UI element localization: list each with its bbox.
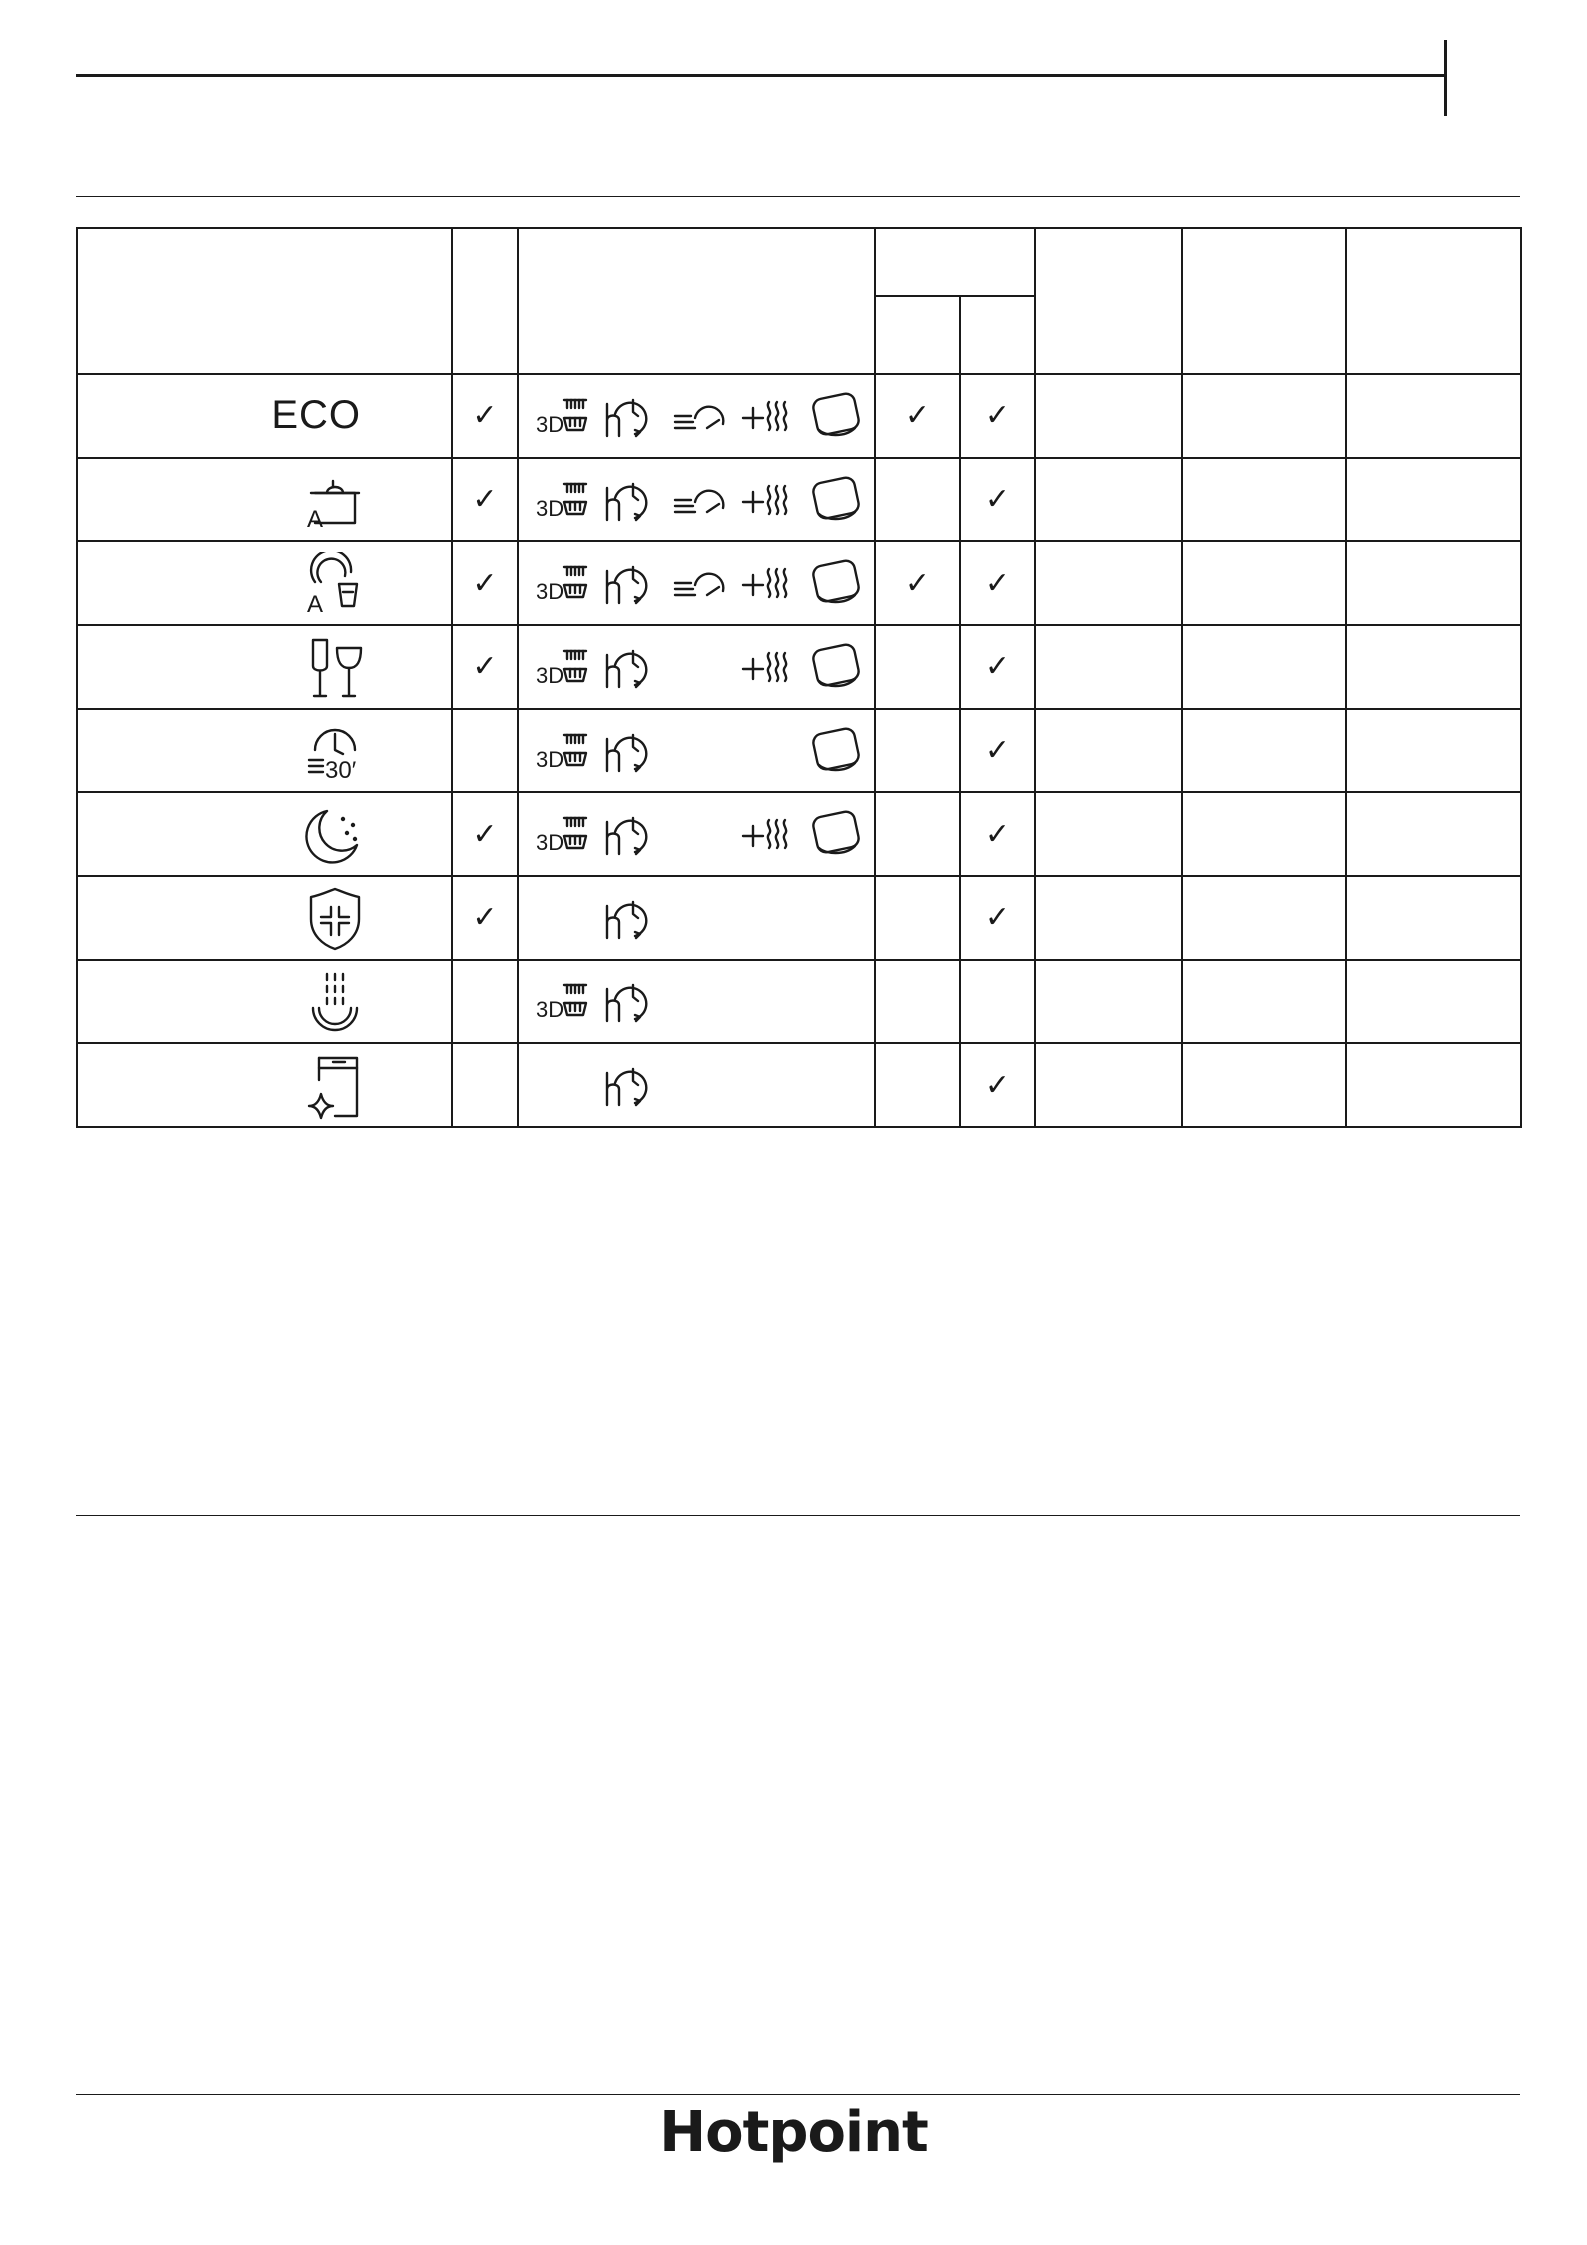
col-a-check: ✓ — [452, 625, 518, 709]
svg-text:3D: 3D — [536, 411, 565, 437]
options-cell — [518, 960, 875, 1044]
program-icon-cell — [77, 1043, 452, 1127]
col-e-cell — [1182, 374, 1346, 458]
3d-zone-icon — [535, 478, 591, 522]
col-e-cell — [1182, 458, 1346, 542]
delay-start-icon — [603, 894, 655, 942]
col-c-check: ✓ — [960, 625, 1035, 709]
col-d-cell — [1035, 625, 1182, 709]
silent-night-program-icon — [305, 803, 361, 865]
section-rule-1 — [76, 196, 1520, 197]
extra-dry-icon — [739, 643, 791, 691]
col-e-cell — [1182, 709, 1346, 793]
col-b-check — [875, 625, 960, 709]
program-icon-cell — [77, 876, 452, 960]
col-b-check — [875, 876, 960, 960]
sanitizing-program-icon — [305, 887, 361, 949]
col-a-check — [452, 709, 518, 793]
eco-program-label: ECO — [271, 393, 361, 438]
rapid-30-program-icon — [305, 720, 361, 782]
program-row — [77, 1043, 1521, 1127]
delay-start-icon — [603, 1061, 655, 1109]
turbo-icon — [671, 394, 727, 438]
prewash-program-icon — [305, 970, 361, 1032]
col-e-cell — [1182, 1043, 1346, 1127]
col-c-check: ✓ — [960, 709, 1035, 793]
options-cell — [518, 458, 875, 542]
tablet-icon — [809, 390, 863, 442]
delay-start-icon — [603, 476, 655, 524]
svg-text:3D: 3D — [536, 662, 565, 688]
col-e-cell — [1182, 792, 1346, 876]
program-row — [77, 876, 1521, 960]
col-c-check: ✓ — [960, 374, 1035, 458]
col-a-check: ✓ — [452, 458, 518, 542]
col-f-cell — [1346, 876, 1521, 960]
program-icon-cell — [77, 541, 452, 625]
self-clean-program-icon — [305, 1054, 361, 1116]
col-d-cell — [1035, 792, 1182, 876]
header-col-c — [960, 296, 1035, 375]
program-icon-cell — [77, 458, 452, 542]
tablet-icon — [809, 725, 863, 777]
col-a-check — [452, 960, 518, 1044]
col-e-cell — [1182, 541, 1346, 625]
auto-normal-program-icon — [305, 552, 361, 614]
3d-zone-icon — [535, 561, 591, 605]
svg-text:30′: 30′ — [325, 756, 357, 782]
program-row — [77, 709, 1521, 793]
extra-dry-icon — [739, 476, 791, 524]
col-e-cell — [1182, 876, 1346, 960]
col-f-cell — [1346, 541, 1521, 625]
svg-text:A: A — [307, 505, 324, 531]
program-row — [77, 541, 1521, 625]
col-a-check: ✓ — [452, 876, 518, 960]
col-d-cell — [1035, 709, 1182, 793]
glasses-program-icon — [305, 636, 361, 698]
col-a-check: ✓ — [452, 792, 518, 876]
col-e-cell — [1182, 625, 1346, 709]
options-cell — [518, 709, 875, 793]
delay-start-icon — [603, 727, 655, 775]
col-b-check — [875, 792, 960, 876]
col-b-check — [875, 960, 960, 1044]
col-c-check: ✓ — [960, 541, 1035, 625]
header-group — [875, 228, 1035, 296]
top-rule — [76, 74, 1446, 77]
col-f-cell — [1346, 792, 1521, 876]
program-icon-cell — [77, 709, 452, 793]
header-col-f — [1346, 228, 1521, 374]
svg-text:3D: 3D — [536, 830, 565, 856]
program-row — [77, 960, 1521, 1044]
col-f-cell — [1346, 374, 1521, 458]
tablet-icon — [809, 808, 863, 860]
brand-logo: Hotpoint — [659, 2100, 928, 2165]
3d-zone-icon — [535, 645, 591, 689]
col-d-cell — [1035, 876, 1182, 960]
header-col-b — [875, 296, 960, 375]
svg-text:A: A — [307, 591, 324, 615]
header-col-a — [452, 228, 518, 374]
col-c-check: ✓ — [960, 792, 1035, 876]
delay-start-icon — [603, 392, 655, 440]
col-a-check — [452, 1043, 518, 1127]
auto-intensive-program-icon — [305, 469, 361, 531]
col-c-check: ✓ — [960, 1043, 1035, 1127]
col-f-cell — [1346, 625, 1521, 709]
program-icon-cell — [77, 960, 452, 1044]
tablet-icon — [809, 557, 863, 609]
programs-table — [76, 227, 1522, 1128]
program-icon-cell — [77, 625, 452, 709]
col-d-cell — [1035, 1043, 1182, 1127]
svg-text:3D: 3D — [536, 495, 565, 521]
program-row — [77, 792, 1521, 876]
program-icon-cell — [77, 374, 452, 458]
col-d-cell — [1035, 960, 1182, 1044]
header-row-1 — [77, 228, 1521, 296]
col-d-cell — [1035, 458, 1182, 542]
col-f-cell — [1346, 960, 1521, 1044]
options-cell — [518, 876, 875, 960]
tablet-icon — [809, 641, 863, 693]
options-cell — [518, 374, 875, 458]
3d-zone-icon — [535, 729, 591, 773]
delay-start-icon — [603, 559, 655, 607]
turbo-icon — [671, 478, 727, 522]
col-d-cell — [1035, 374, 1182, 458]
col-c-check: ✓ — [960, 458, 1035, 542]
header-col-d — [1035, 228, 1182, 374]
3d-zone-icon — [535, 394, 591, 438]
header-program — [77, 228, 452, 374]
section-rule-2 — [76, 1515, 1520, 1516]
options-cell — [518, 1043, 875, 1127]
extra-dry-icon — [739, 392, 791, 440]
3d-zone-icon — [535, 812, 591, 856]
options-cell — [518, 792, 875, 876]
col-c-check — [960, 960, 1035, 1044]
col-f-cell — [1346, 1043, 1521, 1127]
col-b-check: ✓ — [875, 541, 960, 625]
col-d-cell — [1035, 541, 1182, 625]
footer-rule — [76, 2094, 1520, 2095]
extra-dry-icon — [739, 810, 791, 858]
options-cell — [518, 541, 875, 625]
delay-start-icon — [603, 977, 655, 1025]
svg-text:3D: 3D — [536, 746, 565, 772]
turbo-icon — [671, 561, 727, 605]
top-rule-tick — [1444, 40, 1447, 116]
col-a-check: ✓ — [452, 374, 518, 458]
delay-start-icon — [603, 643, 655, 691]
extra-dry-icon — [739, 559, 791, 607]
3d-zone-icon — [535, 979, 591, 1023]
col-b-check — [875, 709, 960, 793]
tablet-icon — [809, 474, 863, 526]
col-b-check — [875, 458, 960, 542]
delay-start-icon — [603, 810, 655, 858]
col-a-check: ✓ — [452, 541, 518, 625]
col-f-cell — [1346, 709, 1521, 793]
options-cell — [518, 625, 875, 709]
col-b-check: ✓ — [875, 374, 960, 458]
program-row — [77, 458, 1521, 542]
col-e-cell — [1182, 960, 1346, 1044]
svg-text:3D: 3D — [536, 579, 565, 605]
col-c-check: ✓ — [960, 876, 1035, 960]
program-row — [77, 374, 1521, 458]
header-options — [518, 228, 875, 374]
program-row — [77, 625, 1521, 709]
col-f-cell — [1346, 458, 1521, 542]
svg-text:3D: 3D — [536, 997, 565, 1023]
col-b-check — [875, 1043, 960, 1127]
program-icon-cell — [77, 792, 452, 876]
header-col-e — [1182, 228, 1346, 374]
